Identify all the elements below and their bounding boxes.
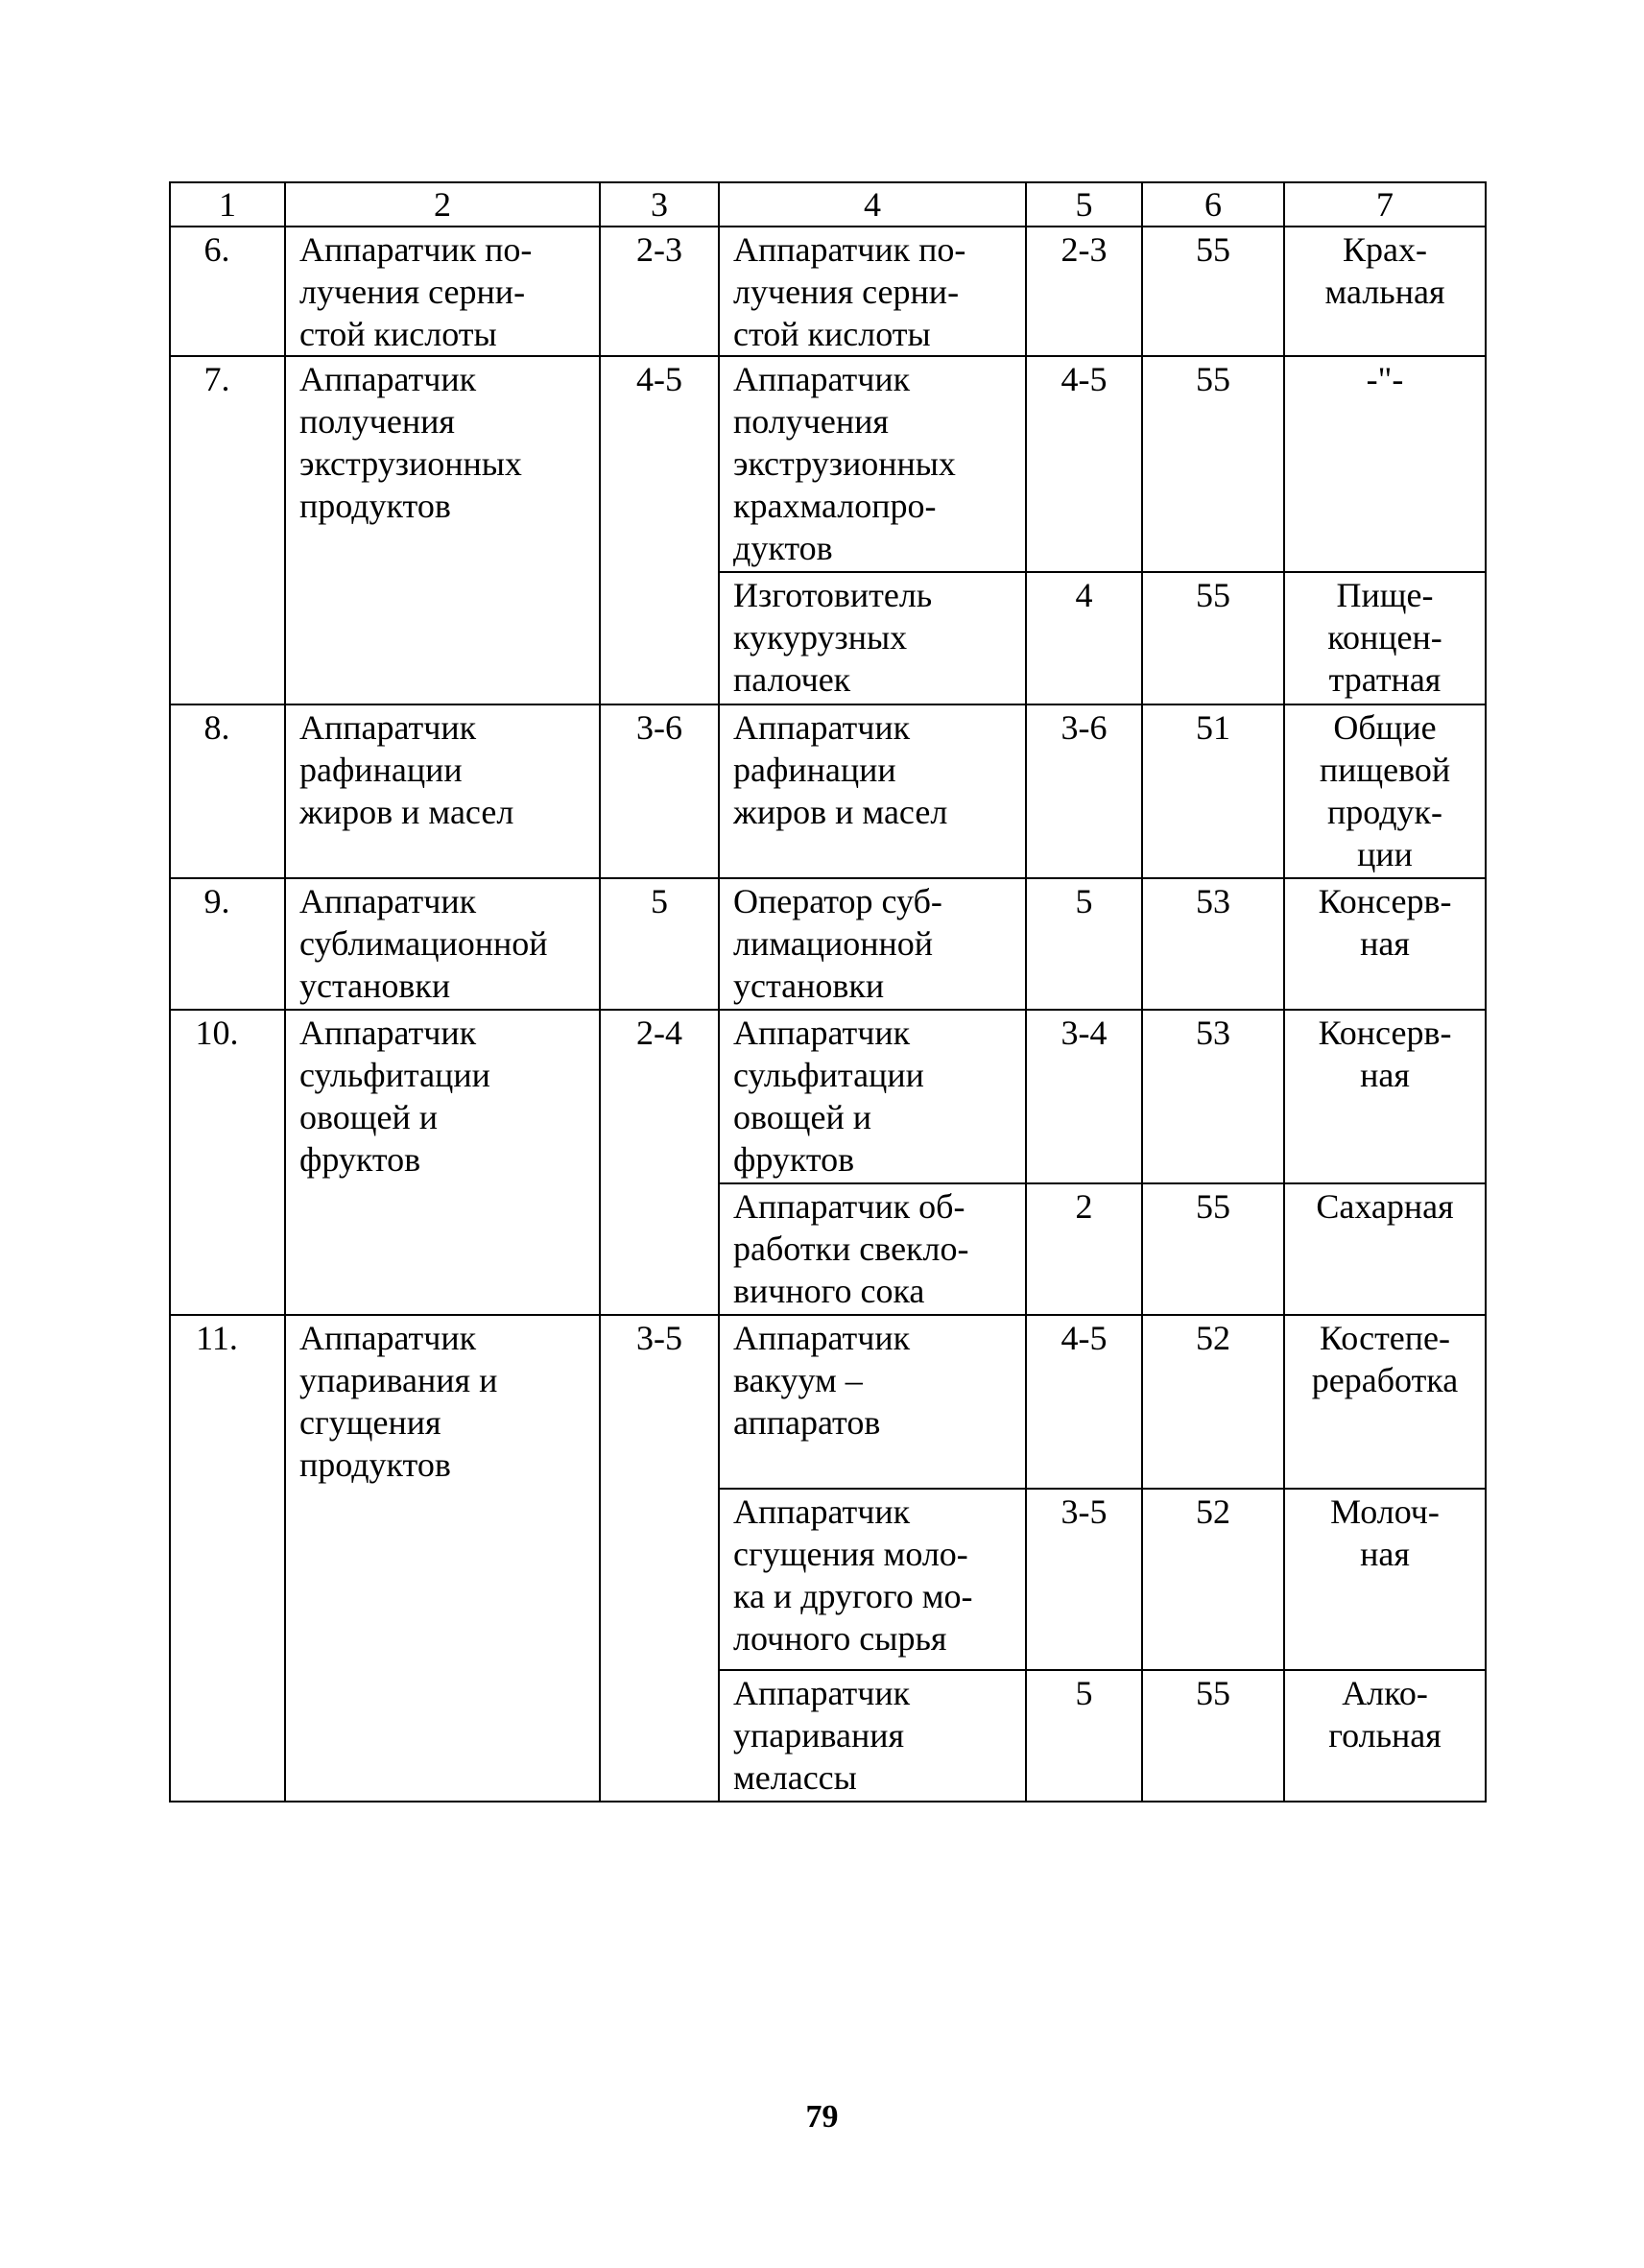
grade-range: 3-5 <box>600 1315 719 1802</box>
industry-section <box>1284 1670 1486 1802</box>
industry-section <box>1284 1315 1486 1489</box>
related-grade: 3-4 <box>1026 1010 1142 1183</box>
related-profession-name-line: Аппаратчик <box>733 708 911 747</box>
industry-section-line: пищевой <box>1319 751 1451 789</box>
profession-name <box>285 1010 600 1315</box>
industry-section-line: ции <box>1357 835 1413 873</box>
related-profession-name-line: дуктов <box>733 529 833 567</box>
related-profession-name-line: овощей и <box>733 1098 871 1136</box>
related-profession-name-line: кукурузных <box>733 618 908 657</box>
profession-name-line: Аппаратчик <box>299 882 477 920</box>
header-row <box>170 182 1486 227</box>
profession-name-line: упаривания и <box>299 1361 498 1399</box>
industry-section-line: ная <box>1360 1056 1410 1094</box>
profession-name <box>285 356 600 704</box>
related-profession-name-line: крахмалопро- <box>733 487 937 525</box>
issue-code: 55 <box>1142 356 1284 572</box>
grade-range: 2-3 <box>600 227 719 356</box>
grade-range: 5 <box>600 878 719 1010</box>
related-profession-name-line: фруктов <box>733 1140 855 1179</box>
profession-name <box>285 878 600 1010</box>
profession-name-line: Аппаратчик <box>299 1014 477 1052</box>
professions-table <box>169 181 1487 1802</box>
related-profession-name <box>719 1489 1026 1670</box>
related-profession-name-line: Аппаратчик об- <box>733 1187 965 1226</box>
profession-name-line: экструзионных <box>299 444 522 483</box>
related-grade: 5 <box>1026 878 1142 1010</box>
profession-name-line: Аппаратчик <box>299 708 477 747</box>
related-profession-name-line: Аппаратчик по- <box>733 230 966 269</box>
related-profession-name-line: палочек <box>733 660 851 699</box>
profession-name-line: лучения серни- <box>299 273 526 311</box>
related-profession-name-line: лочного сырья <box>733 1619 947 1658</box>
related-profession-name-line: установки <box>733 967 885 1005</box>
profession-name-line: продуктов <box>299 1445 451 1484</box>
column-header: 6 <box>1142 182 1284 227</box>
industry-section-line: мальная <box>1324 273 1445 311</box>
profession-name-line: Аппаратчик <box>299 360 477 398</box>
profession-name-line: получения <box>299 402 455 441</box>
related-profession-name <box>719 227 1026 356</box>
related-profession-name <box>719 878 1026 1010</box>
related-profession-name-line: мелассы <box>733 1758 857 1797</box>
related-profession-name-line: лучения серни- <box>733 273 960 311</box>
related-profession-name-line: сульфитации <box>733 1056 924 1094</box>
industry-section-line: Сахарная <box>1316 1187 1454 1226</box>
industry-section-line: Костепе- <box>1319 1319 1451 1357</box>
related-profession-name-line: стой кислоты <box>733 315 931 353</box>
related-profession-name-line: Оператор суб- <box>733 882 942 920</box>
related-profession-name <box>719 1315 1026 1489</box>
industry-section <box>1284 572 1486 704</box>
table-row <box>170 356 1486 572</box>
column-header: 2 <box>285 182 600 227</box>
related-profession-name <box>719 1010 1026 1183</box>
table-row <box>170 1010 1486 1183</box>
related-profession-name-line: экструзионных <box>733 444 956 483</box>
related-profession-name-line: Аппаратчик <box>733 1319 911 1357</box>
grade-range: 4-5 <box>600 356 719 704</box>
issue-code: 55 <box>1142 1183 1284 1315</box>
related-profession-name-line: Изготовитель <box>733 576 933 614</box>
profession-name-line: сублимационной <box>299 924 548 963</box>
row-number: 7. <box>170 356 285 704</box>
related-profession-name-line: вичного сока <box>733 1272 925 1310</box>
profession-name-line: стой кислоты <box>299 315 497 353</box>
related-profession-name-line: Аппаратчик <box>733 1674 911 1712</box>
related-profession-name-line: Аппаратчик <box>733 1014 911 1052</box>
related-profession-name <box>719 356 1026 572</box>
issue-code: 51 <box>1142 704 1284 878</box>
table-row <box>170 704 1486 878</box>
industry-section-line: Консерв- <box>1318 1014 1452 1052</box>
table-body <box>170 182 1486 1802</box>
industry-section-line: гольная <box>1328 1716 1441 1755</box>
profession-name <box>285 227 600 356</box>
issue-code: 52 <box>1142 1489 1284 1670</box>
industry-section <box>1284 704 1486 878</box>
related-grade: 3-6 <box>1026 704 1142 878</box>
profession-name-line: Аппаратчик по- <box>299 230 533 269</box>
related-profession-name-line: вакуум – <box>733 1361 863 1399</box>
related-profession-name <box>719 1183 1026 1315</box>
column-header: 1 <box>170 182 285 227</box>
related-profession-name <box>719 1670 1026 1802</box>
column-header: 3 <box>600 182 719 227</box>
table-row <box>170 227 1486 356</box>
profession-name <box>285 704 600 878</box>
industry-section-line: реработка <box>1311 1361 1459 1399</box>
related-grade: 5 <box>1026 1670 1142 1802</box>
industry-section <box>1284 227 1486 356</box>
profession-name-line: фруктов <box>299 1140 421 1179</box>
row-number: 8. <box>170 704 285 878</box>
related-profession-name-line: упаривания <box>733 1716 905 1755</box>
issue-code: 55 <box>1142 227 1284 356</box>
column-header: 5 <box>1026 182 1142 227</box>
column-header: 4 <box>719 182 1026 227</box>
industry-section-line: Консерв- <box>1318 882 1452 920</box>
profession-name-line: установки <box>299 967 451 1005</box>
table-row <box>170 878 1486 1010</box>
industry-section-line: -"- <box>1366 360 1404 398</box>
related-grade: 2 <box>1026 1183 1142 1315</box>
related-profession-name <box>719 704 1026 878</box>
industry-section-line: ная <box>1360 1535 1410 1573</box>
industry-section-line: продук- <box>1326 793 1443 831</box>
issue-code: 55 <box>1142 1670 1284 1802</box>
profession-name-line: рафинации <box>299 751 463 789</box>
related-grade: 4 <box>1026 572 1142 704</box>
profession-name-line: овощей и <box>299 1098 438 1136</box>
issue-code: 52 <box>1142 1315 1284 1489</box>
row-number: 9. <box>170 878 285 1010</box>
industry-section-line: Общие <box>1333 708 1437 747</box>
issue-code: 55 <box>1142 572 1284 704</box>
related-profession-name-line: ка и другого мо- <box>733 1577 973 1615</box>
row-number: 10. <box>170 1010 285 1315</box>
grade-range: 2-4 <box>600 1010 719 1315</box>
industry-section <box>1284 878 1486 1010</box>
industry-section-line: концен- <box>1327 618 1442 657</box>
related-profession-name-line: жиров и масел <box>733 793 948 831</box>
industry-section-line: ная <box>1360 924 1410 963</box>
related-grade: 2-3 <box>1026 227 1142 356</box>
profession-name-line: сгущения <box>299 1403 441 1442</box>
profession-name <box>285 1315 600 1802</box>
related-grade: 4-5 <box>1026 356 1142 572</box>
related-profession-name-line: рафинации <box>733 751 896 789</box>
related-profession-name-line: сгущения моло- <box>733 1535 968 1573</box>
related-profession-name-line: лимационной <box>733 924 934 963</box>
related-grade: 4-5 <box>1026 1315 1142 1489</box>
profession-name-line: жиров и масел <box>299 793 514 831</box>
table-row <box>170 1315 1486 1489</box>
grade-range: 3-6 <box>600 704 719 878</box>
related-profession-name <box>719 572 1026 704</box>
industry-section <box>1284 1183 1486 1315</box>
issue-code: 53 <box>1142 1010 1284 1183</box>
related-profession-name-line: Аппаратчик <box>733 1492 911 1531</box>
industry-section-line: Крах- <box>1343 230 1427 269</box>
row-number: 11. <box>170 1315 285 1802</box>
industry-section <box>1284 1010 1486 1183</box>
related-profession-name-line: аппаратов <box>733 1403 881 1442</box>
industry-section-line: Алко- <box>1342 1674 1428 1712</box>
related-profession-name-line: Аппаратчик <box>733 360 911 398</box>
profession-name-line: Аппаратчик <box>299 1319 477 1357</box>
issue-code: 53 <box>1142 878 1284 1010</box>
industry-section-line: Пище- <box>1336 576 1434 614</box>
industry-section-line: Молоч- <box>1330 1492 1440 1531</box>
profession-name-line: сульфитации <box>299 1056 490 1094</box>
page-number: 79 <box>805 2099 839 2135</box>
related-profession-name-line: получения <box>733 402 889 441</box>
industry-section <box>1284 356 1486 572</box>
industry-section-line: тратная <box>1328 660 1441 699</box>
industry-section <box>1284 1489 1486 1670</box>
row-number: 6. <box>170 227 285 356</box>
column-header: 7 <box>1284 182 1486 227</box>
related-profession-name-line: работки свекло- <box>733 1229 969 1268</box>
related-grade: 3-5 <box>1026 1489 1142 1670</box>
profession-name-line: продуктов <box>299 487 451 525</box>
